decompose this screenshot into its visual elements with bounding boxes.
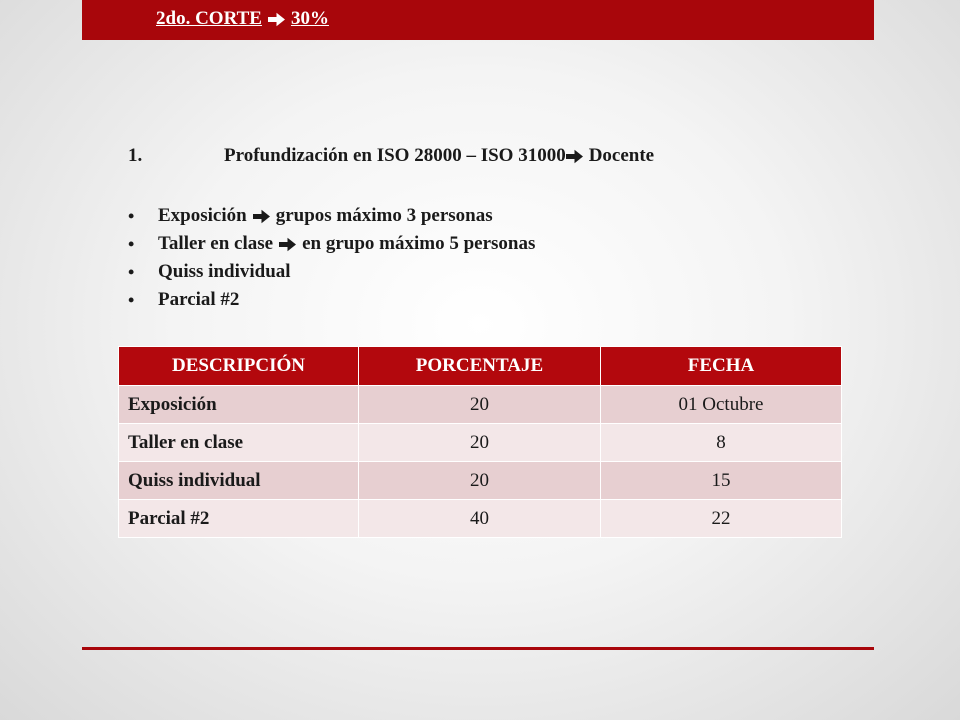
- bullet-list: [128, 202, 535, 314]
- item-number: 1.: [128, 145, 143, 166]
- table-cell: Exposición: [119, 386, 359, 424]
- bullet-content: [158, 205, 493, 227]
- title-bar: [82, 0, 874, 40]
- table-cell: 01 Octubre: [601, 386, 842, 424]
- column-header: DESCRIPCIÓN: [119, 347, 359, 386]
- table-cell: 20: [359, 424, 601, 462]
- bullet-item: [128, 286, 535, 314]
- title-suffix: 30%: [290, 8, 329, 29]
- table-row: [119, 424, 842, 462]
- bullet-label: Parcial #2: [158, 289, 240, 310]
- item-target: Docente: [588, 145, 655, 166]
- table-cell: 40: [359, 500, 601, 538]
- page-title: [156, 8, 329, 30]
- table-cell: 15: [601, 462, 842, 500]
- bullet-content: [158, 233, 535, 255]
- footer-divider: [82, 647, 874, 650]
- numbered-item: [128, 145, 654, 167]
- bullet-label: Quiss individual: [158, 261, 291, 282]
- table-row: [119, 462, 842, 500]
- table-cell: 20: [359, 386, 601, 424]
- bullet-item: [128, 258, 535, 286]
- right-arrow-icon: [566, 149, 583, 164]
- table-row: [119, 500, 842, 538]
- table-row: [119, 386, 842, 424]
- table-header-row: [119, 347, 842, 386]
- bullet-label: Exposición: [158, 205, 247, 226]
- table-cell: 20: [359, 462, 601, 500]
- bullet-dot-icon: •: [128, 289, 135, 310]
- item-text: Profundización en ISO 28000 – ISO 31000: [224, 145, 566, 166]
- table-cell: Parcial #2: [119, 500, 359, 538]
- bullet-detail: grupos máximo 3 personas: [275, 205, 493, 226]
- bullet-dot-icon: •: [128, 233, 135, 254]
- table-cell: Taller en clase: [119, 424, 359, 462]
- column-header: PORCENTAJE: [359, 347, 601, 386]
- bullet-label: Taller en clase: [158, 233, 274, 254]
- right-arrow-icon: [268, 12, 285, 27]
- bullet-dot-icon: •: [128, 261, 135, 282]
- table-cell: 22: [601, 500, 842, 538]
- table-cell: 8: [601, 424, 842, 462]
- grades-table: [118, 346, 842, 538]
- bullet-item: [128, 230, 535, 258]
- item-text-group: [224, 145, 654, 167]
- bullet-item: [128, 202, 535, 230]
- title-prefix: 2do. CORTE: [156, 8, 262, 29]
- bullet-dot-icon: •: [128, 205, 135, 226]
- bullet-detail: en grupo máximo 5 personas: [302, 233, 536, 254]
- right-arrow-icon: [253, 209, 270, 224]
- column-header: FECHA: [601, 347, 842, 386]
- right-arrow-icon: [279, 237, 296, 252]
- table-cell: Quiss individual: [119, 462, 359, 500]
